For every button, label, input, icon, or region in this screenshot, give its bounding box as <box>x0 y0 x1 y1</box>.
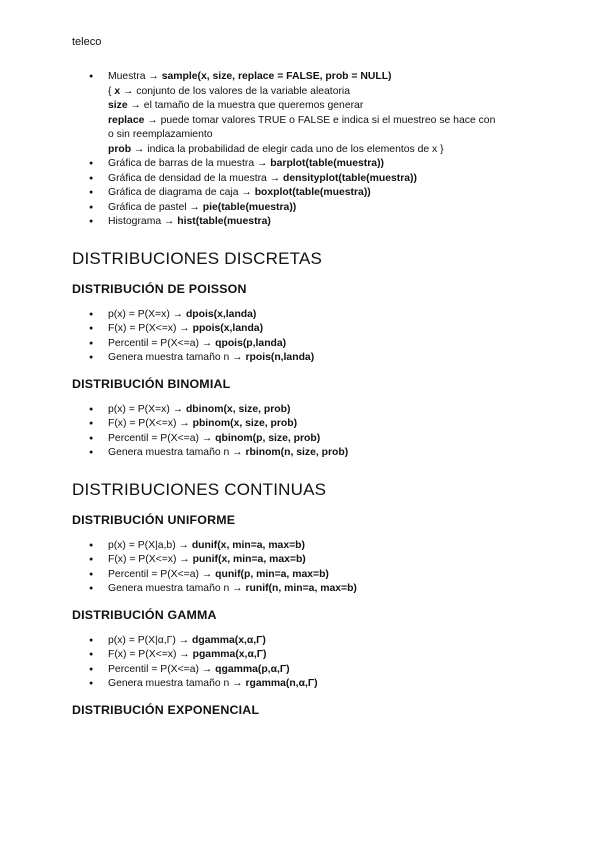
list-item: ● F(x) = P(X<=x) → pbinom(x, size, prob) <box>72 417 532 432</box>
item-code: sample(x, size, replace = FALSE, prob = NULL) <box>161 71 392 82</box>
list-item: ● Genera muestra tamaño n → runif(n, min=a, max=b) <box>72 582 532 597</box>
heading-poisson: DISTRIBUCIÓN DE POISSON <box>72 281 247 296</box>
list-item-muestra <box>72 70 532 157</box>
heading-binomial: DISTRIBUCIÓN BINOMIAL <box>72 376 231 391</box>
list-item: ● F(x) = P(X<=x) → ppois(x,landa) <box>72 322 532 337</box>
list-item: ● Percentil = P(X<=a) → qpois(p,landa) <box>72 337 532 352</box>
list-item: ● F(x) = P(X<=x) → punif(x, min=a, max=b) <box>72 553 532 568</box>
page-header: teleco <box>72 36 102 48</box>
sub-line-replace: replace → puede tomar valores TRUE o FALSE e indica si el muestreo se hace con <box>108 114 496 126</box>
list-item: ● Percentil = P(X<=a) → qbinom(p, size, prob) <box>72 432 532 447</box>
item-text: Muestra → <box>108 71 162 82</box>
list-item: ● Gráfica de barras de la muestra → barplot(table(muestra)) <box>72 157 532 172</box>
heading-gamma: DISTRIBUCIÓN GAMMA <box>72 607 217 622</box>
list-item: ● p(x) = P(X=x) → dbinom(x, size, prob) <box>72 403 532 418</box>
sub-line-size: size → el tamaño de la muestra que queremos generar <box>108 100 364 111</box>
list-item: ● Percentil = P(X<=a) → qunif(p, min=a, max=b) <box>72 568 532 583</box>
sub-line-prob: prob → indica la probabilidad de elegir cada uno de los elementos de x } <box>108 143 444 155</box>
list-item: ● Genera muestra tamaño n → rbinom(n, size, prob) <box>72 446 532 461</box>
list-item: ● p(x) = P(X=x) → dpois(x,landa) <box>72 308 532 323</box>
binomial-list <box>72 403 532 461</box>
list-item: ● Gráfica de diagrama de caja → boxplot(table(muestra)) <box>72 186 532 201</box>
poisson-list <box>72 308 532 366</box>
heading-exponencial: DISTRIBUCIÓN EXPONENCIAL <box>72 702 260 717</box>
list-item: ● Genera muestra tamaño n → rgamma(n,α,Γ) <box>72 677 532 692</box>
sub-line-x: { x → conjunto de los valores de la variable aleatoria <box>108 85 351 97</box>
sub-line-replace-cont: o sin reemplazamiento <box>108 129 213 140</box>
list-item: ● p(x) = P(X|a,b) → dunif(x, min=a, max=b) <box>72 539 532 554</box>
list-item: ● Gráfica de pastel → pie(table(muestra)) <box>72 201 532 216</box>
heading-discretas: DISTRIBUCIONES DISCRETAS <box>72 248 323 268</box>
gamma-list <box>72 634 532 692</box>
list-item: ● Gráfica de densidad de la muestra → densityplot(table(muestra)) <box>72 172 532 187</box>
uniforme-list <box>72 539 532 597</box>
list-item: ● Histograma → hist(table(muestra) <box>72 215 532 230</box>
heading-continuas: DISTRIBUCIONES CONTINUAS <box>72 479 327 499</box>
list-item: ● Genera muestra tamaño n → rpois(n,landa) <box>72 351 532 366</box>
list-item: ● F(x) = P(X<=x) → pgamma(x,α,Γ) <box>72 648 532 663</box>
document-content <box>72 70 532 729</box>
list-item: ● Percentil = P(X<=a) → qgamma(p,α,Γ) <box>72 663 532 678</box>
intro-list <box>72 70 532 230</box>
heading-uniforme: DISTRIBUCIÓN UNIFORME <box>72 512 236 527</box>
list-item: ● p(x) = P(X|α,Γ) → dgamma(x,α,Γ) <box>72 634 532 649</box>
